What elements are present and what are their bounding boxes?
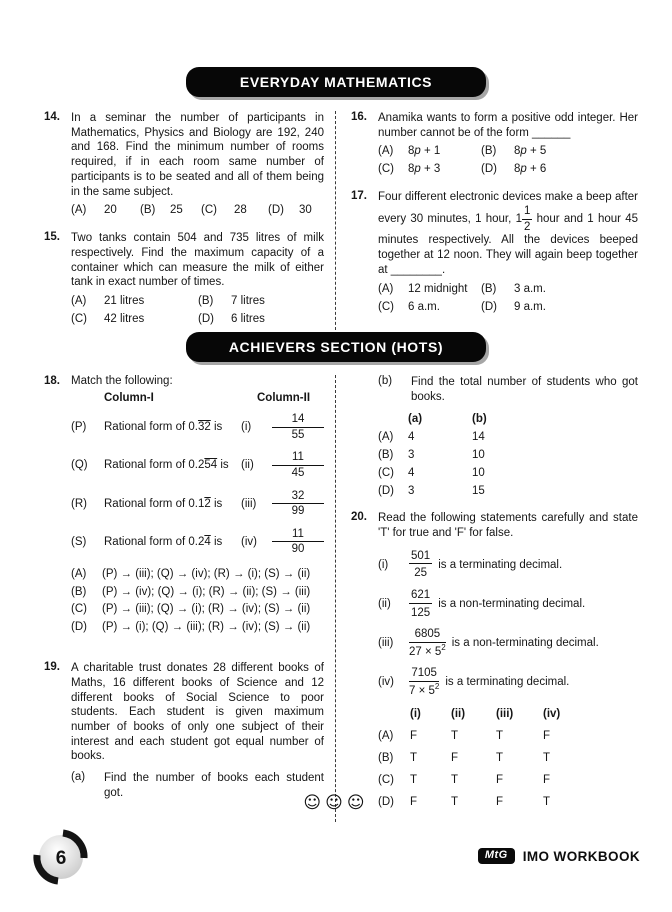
question-18-options bbox=[71, 566, 324, 636]
match-row-p bbox=[71, 413, 324, 441]
cell-value: 14 bbox=[472, 431, 485, 444]
row-roman: (ii) bbox=[241, 459, 254, 472]
option-value: 8p + 3 bbox=[408, 163, 441, 176]
question-16-options bbox=[378, 144, 638, 177]
question-number: 19. bbox=[44, 661, 60, 674]
statement-text: is a non-terminating decimal. bbox=[438, 597, 586, 610]
question-14 bbox=[44, 111, 324, 218]
question-number: 14. bbox=[44, 111, 60, 123]
tf-value: T bbox=[451, 774, 459, 787]
option-label: (D) bbox=[378, 485, 394, 498]
question-20 bbox=[351, 511, 638, 809]
cell-value: 15 bbox=[472, 485, 485, 498]
cell-value: 4 bbox=[408, 467, 415, 480]
cell-value: 3 bbox=[408, 485, 415, 498]
row-text: Rational form of 0.254 is bbox=[104, 459, 229, 472]
option-value: 8p + 1 bbox=[408, 145, 441, 158]
section-title: ACHIEVERS SECTION (HOTS) bbox=[228, 339, 444, 355]
question-19-answer-table bbox=[378, 412, 638, 498]
section-header-everyday-mathematics bbox=[186, 67, 486, 97]
cell-value: 10 bbox=[472, 467, 485, 480]
question-text: Anamika wants to form a positive odd integer. Her number cannot be of the form ______ bbox=[378, 112, 638, 139]
option-value: (P) → (i); (Q) → (iii); (R) → (iv); (S) → (ii) bbox=[102, 620, 311, 633]
option-value: 7 litres bbox=[231, 295, 265, 308]
question-17-options bbox=[378, 282, 638, 315]
option-label: (D) bbox=[198, 313, 214, 326]
question-text: Read the following statements carefully and state 'T' for true and 'F' for false. bbox=[378, 512, 638, 540]
fraction: $\frac{11}{90}$ bbox=[272, 528, 324, 556]
option-label: (A) bbox=[71, 568, 87, 581]
match-row-s bbox=[71, 528, 324, 556]
statement-label: (i) bbox=[378, 558, 389, 571]
tf-value: F bbox=[496, 796, 504, 809]
row-label: (Q) bbox=[71, 459, 88, 472]
question-text: Four different electronic devices make a beep after every 30 minutes, 1 hour, 1 $\frac{1}{2}$ hour and 1 hour 45 minutes respectively. All the devices beeped together at 12 noon. They will again beep together at ________. bbox=[378, 191, 639, 276]
page-number-badge bbox=[32, 828, 90, 889]
part-b-row bbox=[378, 375, 638, 404]
table-header-a: (a) bbox=[408, 413, 423, 426]
tf-value: F bbox=[496, 774, 504, 787]
mtg-logo: MtG bbox=[478, 848, 515, 864]
question-text: In a seminar the number of participants in Mathematics, Physics and Biology are 192, 240 and 168. Find the minimum number of rooms required, if in each room same number of participants is to be seated and all of them being in the same subject. bbox=[71, 112, 324, 198]
statement-label: (iii) bbox=[378, 637, 394, 650]
option-label: (C) bbox=[71, 313, 87, 326]
option-value: 3 a.m. bbox=[514, 282, 546, 295]
option-label: (C) bbox=[71, 603, 87, 616]
right-column-top bbox=[336, 111, 638, 340]
option-label: (A) bbox=[378, 730, 394, 743]
statement-text: is a terminating decimal. bbox=[445, 676, 570, 689]
statement-label: (iv) bbox=[378, 676, 394, 689]
option-label: (B) bbox=[198, 295, 214, 308]
inline-fraction: $\frac{1}{2}$ bbox=[523, 205, 531, 233]
option-value: 28 bbox=[234, 204, 247, 217]
statement-text: is a terminating decimal. bbox=[438, 558, 563, 571]
option-label: (C) bbox=[378, 300, 394, 313]
question-number: 18. bbox=[44, 375, 60, 387]
tf-value: T bbox=[543, 752, 551, 765]
question-text: A charitable trust donates 28 different books of Maths, 16 different books of Science and 12 different books of Social Science to poor students. Each student is given maximum number of books of only one subject of their interest and each student got equal number of books. bbox=[71, 662, 324, 763]
option-value: (P) → (iii); (Q) → (iv); (R) → (i); (S) → (ii) bbox=[102, 568, 311, 581]
question-number: 20. bbox=[351, 511, 367, 524]
question-number: 15. bbox=[44, 231, 60, 244]
row-text: Rational form of 0.32 is bbox=[104, 421, 223, 434]
option-label: (C) bbox=[378, 774, 394, 787]
option-value: 6 a.m. bbox=[408, 300, 440, 313]
tf-value: T bbox=[496, 730, 504, 743]
row-roman: (iv) bbox=[241, 535, 257, 548]
tf-value: T bbox=[496, 752, 504, 765]
question-text: Two tanks contain 504 and 735 litres of milk respectively. Find the maximum capacity of a container which can measure the milk of either tank in exact number of times. bbox=[71, 232, 324, 289]
tf-header: (iv) bbox=[543, 708, 561, 721]
part-label: (b) bbox=[378, 375, 393, 387]
column-2-header: Column-II bbox=[257, 392, 311, 404]
statement-i bbox=[378, 550, 638, 580]
question-number: 16. bbox=[351, 111, 367, 123]
option-label: (D) bbox=[378, 796, 394, 809]
option-label: (A) bbox=[378, 145, 394, 158]
option-value: 9 a.m. bbox=[514, 300, 546, 313]
option-label: (B) bbox=[140, 204, 156, 217]
tf-header: (i) bbox=[410, 708, 421, 721]
option-label: (D) bbox=[481, 163, 497, 176]
tf-header: (ii) bbox=[451, 708, 466, 721]
option-label: (C) bbox=[201, 204, 217, 217]
fraction: $\frac{7105}{7 \times 5^2}$ bbox=[409, 667, 440, 697]
option-label: (B) bbox=[378, 449, 394, 462]
option-value: 12 midnight bbox=[408, 282, 468, 295]
cell-value: 10 bbox=[472, 449, 485, 462]
option-label: (D) bbox=[481, 300, 497, 313]
option-label: (B) bbox=[481, 145, 497, 158]
option-label: (A) bbox=[378, 431, 394, 444]
left-column-bottom bbox=[44, 375, 336, 822]
publisher-brand bbox=[478, 848, 640, 864]
option-value: 25 bbox=[170, 204, 183, 217]
option-label: (D) bbox=[268, 204, 284, 217]
option-value: 6 litres bbox=[231, 313, 265, 326]
column-1-header: Column-I bbox=[104, 392, 154, 404]
tf-value: T bbox=[451, 730, 459, 743]
part-label: (a) bbox=[71, 771, 86, 784]
question-16 bbox=[351, 111, 638, 177]
section-header-achievers-section bbox=[186, 332, 486, 362]
option-value: 8p + 6 bbox=[514, 163, 547, 176]
question-17 bbox=[351, 190, 638, 314]
option-value: 20 bbox=[104, 204, 117, 217]
option-value: 8p + 5 bbox=[514, 145, 547, 158]
statement-ii bbox=[378, 589, 638, 619]
option-label: (B) bbox=[71, 585, 87, 598]
match-row-r bbox=[71, 490, 324, 518]
row-text: Rational form of 0.24 is bbox=[104, 535, 223, 548]
option-label: (C) bbox=[378, 467, 394, 480]
question-number: 17. bbox=[351, 190, 367, 203]
tf-value: F bbox=[543, 774, 551, 787]
row-roman: (iii) bbox=[241, 497, 257, 510]
tf-value: F bbox=[543, 730, 551, 743]
fraction: $\frac{501}{25}$ bbox=[411, 549, 431, 580]
fraction: $\frac{621}{125}$ bbox=[411, 588, 431, 619]
option-value: (P) → (iii); (Q) → (i); (R) → (iv); (S) → (ii) bbox=[102, 603, 311, 616]
tf-value: F bbox=[410, 730, 418, 743]
workbook-title: IMO WORKBOOK bbox=[522, 848, 640, 864]
row-label: (S) bbox=[71, 535, 87, 548]
option-label: (A) bbox=[71, 204, 87, 217]
smiley-faces-decoration: ☺☺☺ bbox=[303, 793, 369, 813]
page-number: 6 bbox=[55, 848, 67, 869]
option-label: (B) bbox=[378, 752, 394, 765]
option-label: (C) bbox=[378, 163, 394, 176]
tf-header: (iii) bbox=[496, 708, 514, 721]
row-label: (P) bbox=[71, 421, 87, 434]
option-value: 21 litres bbox=[104, 295, 145, 308]
page-badge-graphic bbox=[32, 828, 90, 886]
cell-value: 4 bbox=[408, 431, 415, 444]
part-text: Find the number of books each student got. bbox=[104, 772, 324, 799]
bottom-columns bbox=[44, 375, 638, 822]
fraction: $\frac{14}{55}$ bbox=[272, 413, 324, 441]
fraction: $\frac{32}{99}$ bbox=[272, 490, 324, 518]
question-15-options bbox=[71, 294, 324, 327]
option-value: 30 bbox=[299, 204, 312, 217]
statement-iii bbox=[378, 628, 638, 658]
section-title: EVERYDAY MATHEMATICS bbox=[239, 74, 433, 90]
option-label: (A) bbox=[71, 295, 87, 308]
tf-value: T bbox=[410, 752, 418, 765]
tf-value: T bbox=[410, 774, 418, 787]
question-19 bbox=[44, 661, 324, 800]
option-value: (P) → (iv); (Q) → (i); (R) → (ii); (S) → (iii) bbox=[102, 585, 311, 598]
table-header-b: (b) bbox=[472, 413, 487, 426]
question-14-options bbox=[71, 203, 324, 218]
option-value: 42 litres bbox=[104, 313, 145, 326]
tf-value: T bbox=[543, 796, 551, 809]
option-label: (A) bbox=[378, 282, 394, 295]
match-column-headers bbox=[71, 392, 324, 404]
question-text: Match the following: bbox=[71, 375, 173, 387]
left-column-top bbox=[44, 111, 336, 340]
right-column-bottom bbox=[336, 375, 638, 822]
tf-value: T bbox=[451, 796, 459, 809]
question-19-part-b bbox=[351, 375, 638, 498]
statement-text: is a non-terminating decimal. bbox=[451, 637, 599, 650]
statement-iv bbox=[378, 667, 638, 697]
question-15 bbox=[44, 231, 324, 327]
option-label: (B) bbox=[481, 282, 497, 295]
match-row-q bbox=[71, 451, 324, 479]
tf-value: F bbox=[410, 796, 418, 809]
part-text: Find the total number of students who got books. bbox=[411, 376, 638, 403]
row-label: (R) bbox=[71, 497, 87, 510]
statement-label: (ii) bbox=[378, 597, 391, 610]
cell-value: 3 bbox=[408, 449, 415, 462]
question-18 bbox=[44, 375, 324, 648]
fraction: $\frac{11}{45}$ bbox=[272, 451, 324, 479]
row-text: Rational form of 0.12 is bbox=[104, 497, 223, 510]
top-columns bbox=[44, 111, 638, 340]
fraction: $\frac{6805}{27 \times 5^2}$ bbox=[409, 628, 446, 658]
tf-value: F bbox=[451, 752, 459, 765]
option-label: (D) bbox=[71, 620, 87, 633]
row-roman: (i) bbox=[241, 421, 252, 434]
